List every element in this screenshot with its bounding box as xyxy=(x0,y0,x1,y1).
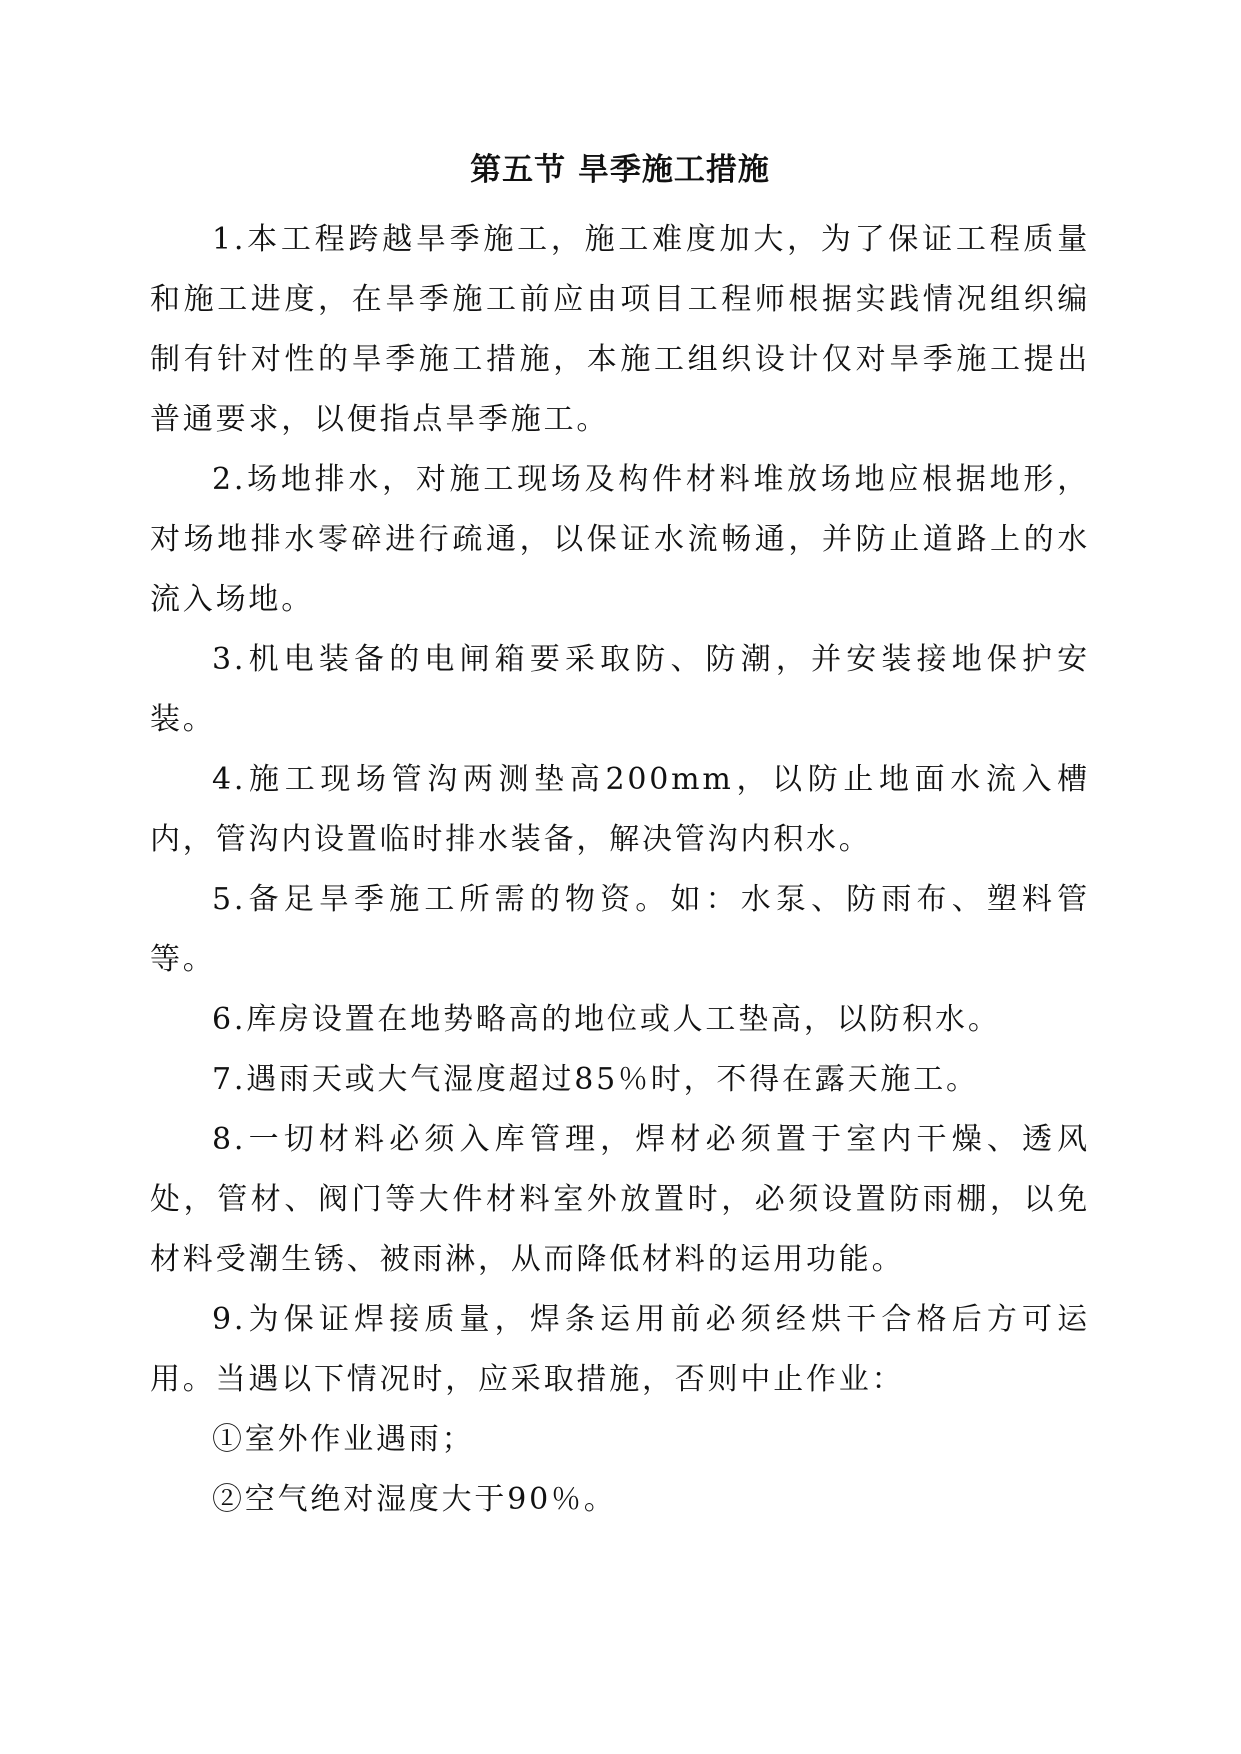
list-item-2: ②空气绝对湿度大于90％。 xyxy=(212,1482,617,1517)
paragraph-7: 7.遇雨天或大气湿度超过85％时，不得在露天施工。 xyxy=(212,1062,979,1097)
section-title: 第五节 旱季施工措施 xyxy=(470,152,770,188)
paragraph-9: 9.为保证焊接质量，焊条运用前必须经烘干合格后方可运用。当遇以下情况时，应采取措施，否则中止作业： xyxy=(150,1302,1090,1397)
paragraph-1: 1.本工程跨越旱季施工，施工难度加大，为了保证工程质量和施工进度，在旱季施工前应由项目工程师根据实践情况组织编制有针对性的旱季施工措施，本施工组织设计仅对旱季施工提出普通要求，以便指点旱季施工。 xyxy=(150,222,1090,437)
paragraph-3: 3.机电装备的电闸箱要采取防、防潮，并安装接地保护安装。 xyxy=(150,642,1090,737)
document-page xyxy=(150,150,1090,1530)
paragraph-5: 5.备足旱季施工所需的物资。如：水泵、防雨布、塑料管等。 xyxy=(150,882,1090,977)
paragraph-8: 8.一切材料必须入库管理，焊材必须置于室内干燥、透风处，管材、阀门等大件材料室外放置时，必须设置防雨棚，以免材料受潮生锈、被雨淋，从而降低材料的运用功能。 xyxy=(150,1122,1090,1277)
paragraph-2: 2.场地排水，对施工现场及构件材料堆放场地应根据地形，对场地排水零碎进行疏通，以保证水流畅通，并防止道路上的水流入场地。 xyxy=(150,462,1090,617)
list-item-1: ①室外作业遇雨； xyxy=(212,1422,475,1457)
paragraph-4: 4.施工现场管沟两测垫高200mm，以防止地面水流入槽内，管沟内设置临时排水装备，解决管沟内积水。 xyxy=(150,762,1090,857)
paragraph-6: 6.库房设置在地势略高的地位或人工垫高，以防积水。 xyxy=(212,1002,1001,1037)
